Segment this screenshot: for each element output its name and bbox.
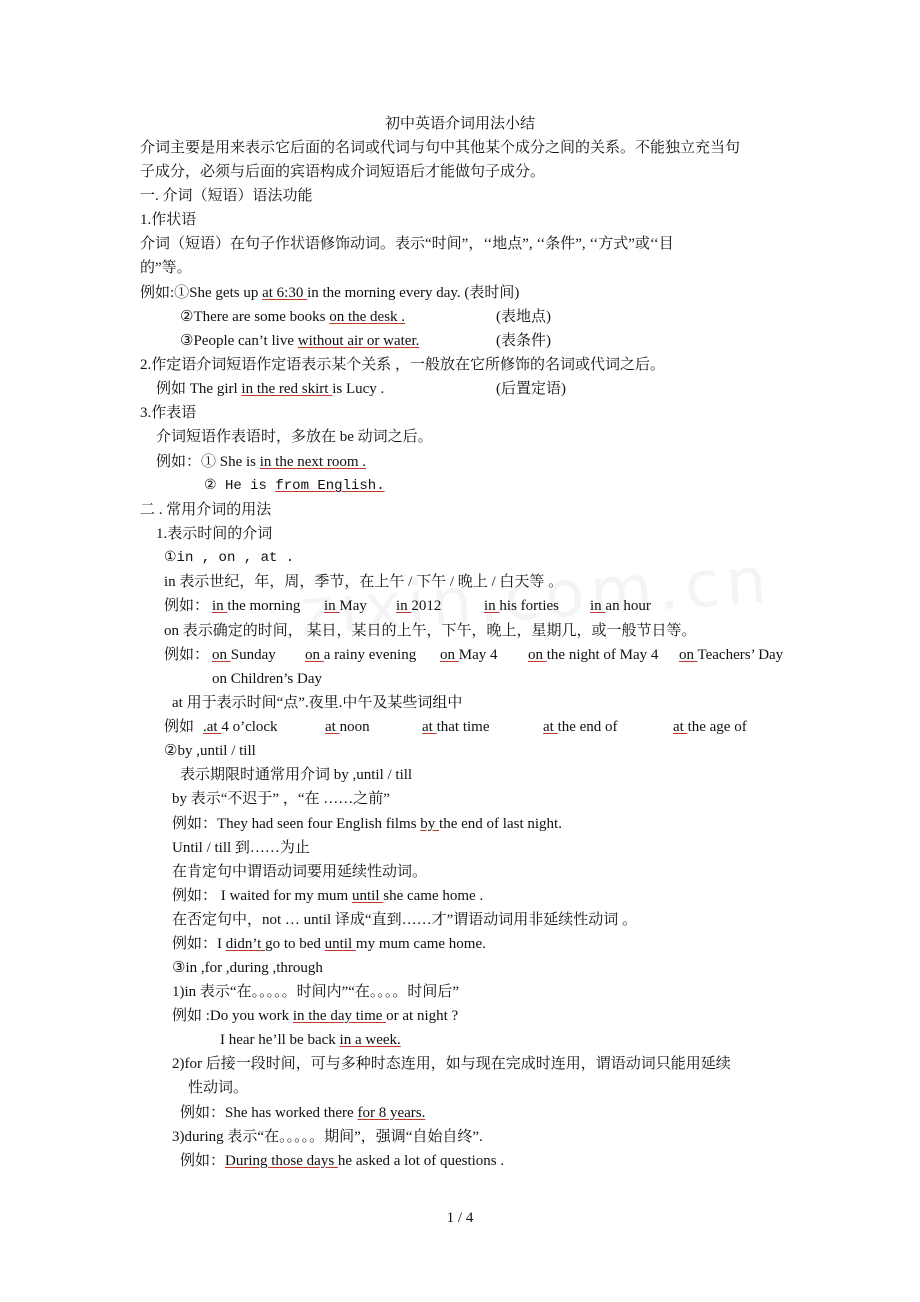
on-example: on Teachers’ Day: [679, 647, 784, 663]
at-desc: at 用于表示时间“点”.夜里.中午及某些词组中: [172, 695, 463, 711]
until-rule-1: 在肯定句中谓语动词要用延续性动词。: [172, 864, 428, 880]
until-rule-2: 在否定句中，not … until 译成“直到……才”谓语动词用非延续性动词 。: [172, 912, 637, 928]
on-example: on May 4: [440, 647, 498, 663]
example-attributive: 例如 The girl in the red skirt is Lucy .: [156, 381, 385, 397]
in-example: in the morning: [212, 598, 301, 614]
in-period-desc: 1)in 表示“在。。。。。时间内”“在。。。。时间后”: [172, 984, 460, 1000]
sub-heading-in-on-at: ①in , on , at .: [164, 550, 295, 566]
in-period-example-2: I hear he’ll be back in a week.: [220, 1032, 401, 1048]
example-place-tag: (表地点): [496, 309, 551, 325]
on-example: on a rainy evening: [305, 647, 417, 663]
intro-line-2: 子成分，必须与后面的宾语构成介词短语后才能做句子成分。: [140, 164, 546, 180]
example-predicative-2: ② He is from English.: [204, 478, 385, 494]
at-example: at noon: [325, 719, 370, 735]
during-example: 例如：During those days he asked a lot of questions .: [180, 1153, 505, 1169]
until-example-2: 例如：I didn’t go to bed until my mum came home.: [172, 936, 486, 952]
in-example: in 2012: [396, 598, 442, 614]
attributive-title: 2.作定语介词短语作定语表示某个关系 ，一般放在它所修饰的名词或代词之后。: [140, 357, 666, 373]
sub-heading-in-for-during: ③in ,for ,during ,through: [172, 960, 323, 976]
on-example-extra: on Children’s Day: [212, 671, 322, 687]
predicative-title: 3.作表语: [140, 405, 197, 421]
in-label: 例如：: [164, 598, 210, 614]
at-example: .at 4 o’clock: [203, 719, 278, 735]
at-example: at that time: [422, 719, 490, 735]
predicative-desc: 介词短语作表语时，多放在 be 动词之后。: [156, 429, 433, 445]
example-predicative-1: 例如：① She is in the next room .: [156, 454, 366, 470]
by-example: 例如：They had seen four English films by the end of last night.: [172, 816, 562, 832]
in-period-example-1: 例如 :Do you work in the day time or at night ?: [172, 1008, 459, 1024]
in-example: in an hour: [590, 598, 651, 614]
section-2-heading: 二 . 常用介词的用法: [140, 502, 272, 518]
at-example: at the age of: [673, 719, 747, 735]
by-until-intro: 表示期限时通常用介词 by ,until / till: [180, 767, 413, 783]
for-desc-2: 性动词。: [188, 1080, 249, 1096]
by-desc: by 表示“不迟于” ，“在 ……之前”: [172, 791, 390, 807]
page-number: 1 / 4: [446, 1210, 474, 1226]
adverbial-desc-1: 介词（短语）在句子作状语修饰动词。表示“时间”，‘‘地点”, ‘‘条件”, ‘‘方式”或‘‘目: [140, 236, 674, 252]
at-label: 例如: [164, 719, 195, 735]
on-desc: on 表示确定的时间， 某日，某日的上午，下午，晚上，星期几，或一般节日等。: [164, 623, 697, 639]
example-condition-tag: (表条件): [496, 333, 551, 349]
for-desc-1: 2)for 后接一段时间，可与多种时态连用，如与现在完成时连用，谓语动词只能用延续: [172, 1056, 731, 1072]
until-example-1: 例如： I waited for my mum until she came home .: [172, 888, 484, 904]
intro-line-1: 介词主要是用来表示它后面的名词或代词与句中其他某个成分之间的关系。不能独立充当句: [140, 140, 741, 156]
example-place: ②There are some books on the desk .: [180, 309, 406, 325]
adverbial-title: 1.作状语: [140, 212, 197, 228]
during-desc: 3)during 表示“在。。。。。期间”，强调“自始自终”.: [172, 1129, 483, 1145]
on-example: on Sunday: [212, 647, 276, 663]
example-time: 例如:①She gets up at 6:30 in the morning every day. (表时间): [140, 285, 520, 301]
until-desc: Until / till 到……为止: [172, 840, 310, 856]
page-title: 初中英语介词用法小结: [384, 116, 535, 132]
time-prep-title: 1.表示时间的介词: [156, 526, 273, 542]
adverbial-desc-2: 的”等。: [140, 260, 192, 276]
on-label: 例如：: [164, 647, 210, 663]
example-condition: ③People can’t live without air or water.: [180, 333, 420, 349]
for-example: 例如：She has worked there for 8 years.: [180, 1105, 426, 1121]
sub-heading-by-until: ②by ,until / till: [164, 743, 256, 759]
in-example: in May: [324, 598, 367, 614]
example-attributive-tag: (后置定语): [496, 381, 566, 397]
section-1-heading: 一. 介词（短语）语法功能: [140, 188, 313, 204]
at-example: at the end of: [543, 719, 618, 735]
on-example: on the night of May 4: [528, 647, 659, 663]
in-example: in his forties: [484, 598, 559, 614]
in-desc: in 表示世纪，年，周，季节，在上午 / 下午 / 晚上 / 白天等 。: [164, 574, 564, 590]
